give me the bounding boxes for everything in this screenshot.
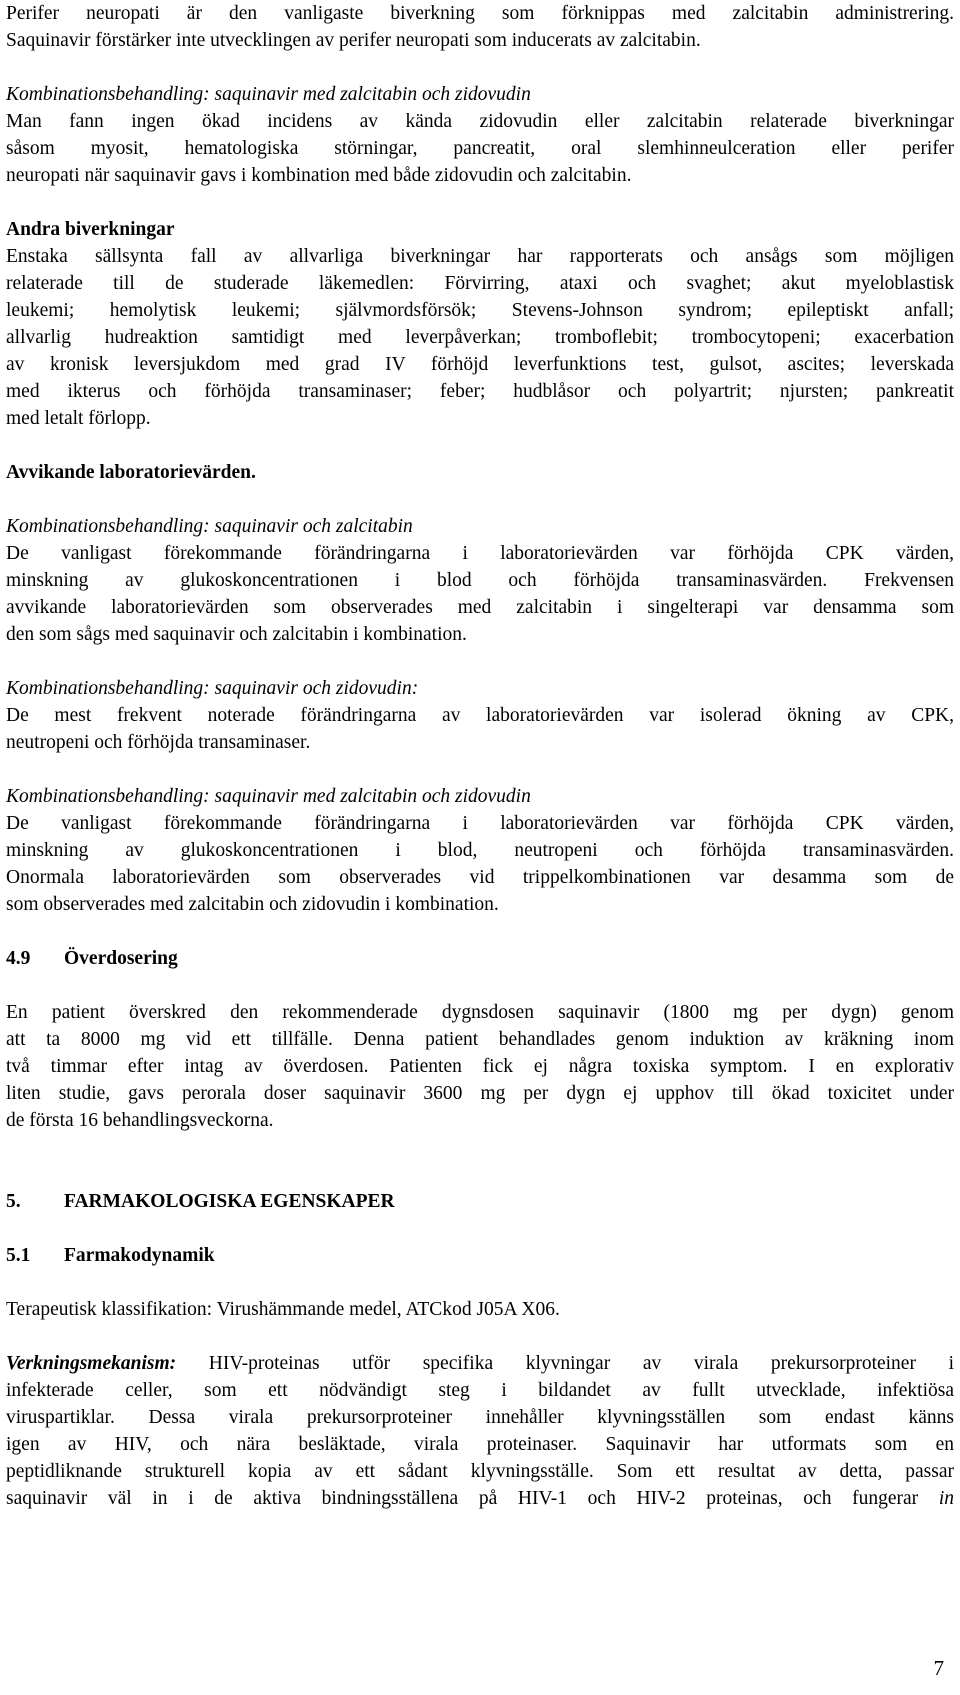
text-line: viruspartiklar. Dessa virala prekursorproteiner innehåller klyvningsställen som endast känns (6, 1407, 954, 1428)
text-line: avvikande laboratorievärden som observerades med zalcitabin i singelterapi var densamma som (6, 597, 954, 618)
text-line: Terapeutisk klassifikation: Virushämmande medel, ATCkod J05A X06. (6, 1299, 560, 1320)
triple-combination-section (6, 81, 954, 189)
section-heading: Avvikande laboratorievärden. (6, 462, 256, 483)
lab-sub-triple (6, 783, 954, 918)
text-line (6, 1485, 954, 1512)
page-number: 7 (933, 1656, 944, 1680)
text-line: med ikterus och förhöjda transaminaser; feber; hudblåsor och polyartrit; njursten; pankreatit (6, 381, 954, 402)
text-line: två timmar efter intag av överdosen. Patienten fick ej några toxiska symptom. I en explorativ (6, 1056, 954, 1077)
text-line: liten studie, gavs perorala doser saquinavir 3600 mg per dygn ej upphov till ökad toxicitet under (6, 1083, 954, 1104)
text-line: Saquinavir förstärker inte utvecklingen av perifer neuropati som inducerats av zalcitabin. (6, 30, 701, 51)
text-line: med letalt förlopp. (6, 408, 151, 429)
text-line: infekterade celler, som ett nödvändigt steg i bildandet av fullt utvecklade, infektiösa (6, 1380, 954, 1401)
section-4-9-heading (6, 945, 954, 972)
text-line: att ta 8000 mg vid ett tillfälle. Denna patient behandlades genom induktion av kräkning inom (6, 1029, 954, 1050)
text-line: de första 16 behandlingsveckorna. (6, 1110, 274, 1131)
subsection-heading: Kombinationsbehandling: saquinavir med zalcitabin och zidovudin (6, 786, 531, 807)
text-line: igen av HIV, och nära besläktade, virala proteinaser. Saquinavir har utformats som en (6, 1434, 954, 1455)
text-line: neuropati när saquinavir gavs i kombination med både zidovudin och zalcitabin. (6, 165, 632, 186)
section-heading: Andra biverkningar (6, 219, 175, 240)
lab-heading-block (6, 459, 954, 486)
classification-paragraph (6, 1296, 954, 1323)
text-span: saquinavir väl in i de aktiva bindningsställena på HIV-1 och HIV-2 proteinas, och fungerar (6, 1488, 939, 1509)
text-line: De vanligast förekommande förändringarna i laboratorievärden var förhöjda CPK värden, (6, 543, 954, 564)
text-line: Man fann ingen ökad incidens av kända zidovudin eller zalcitabin relaterade biverkningar (6, 111, 954, 132)
lab-sub-zidovudin (6, 675, 954, 756)
text-line: peptidliknande strukturell kopia av ett sådant klyvningsställe. Som ett resultat av detta, passar (6, 1461, 954, 1482)
subsection-heading: Kombinationsbehandling: saquinavir och zidovudin: (6, 678, 419, 699)
text-line: minskning av glukoskoncentrationen i blod och förhöjda transaminasvärden. Frekvensen (6, 570, 954, 591)
text-line: den som sågs med saquinavir och zalcitabin i kombination. (6, 624, 467, 645)
mechanism-label: Verkningsmekanism: (6, 1353, 177, 1374)
text-line: såsom myosit, hematologiska störningar, pancreatit, oral slemhinneulceration eller perifer (6, 138, 954, 159)
text-line: neutropeni och förhöjda transaminaser. (6, 732, 311, 753)
text-line: Perifer neuropati är den vanligaste biverkning som förknippas med zalcitabin administrering. (6, 3, 954, 24)
document-page (6, 0, 954, 1512)
section-title: Överdosering (64, 948, 178, 969)
text-line: Onormala laboratorievärden som observerades vid trippelkombinationen var desamma som de (6, 867, 954, 888)
section-number: 5.1 (6, 1245, 31, 1266)
text-line: minskning av glukoskoncentrationen i blod, neutropeni och förhöjda transaminasvärden. (6, 840, 954, 861)
subsection-heading: Kombinationsbehandling: saquinavir och zalcitabin (6, 516, 413, 537)
other-adverse-section (6, 216, 954, 432)
text-line: En patient överskred den rekommenderade dygnsdosen saquinavir (1800 mg per dygn) genom (6, 1002, 954, 1023)
text-line: av kronisk leversjukdom med grad IV förhöjd leverfunktions test, gulsot, ascites; leverskada (6, 354, 954, 375)
text-line: De mest frekvent noterade förändringarna av laboratorievärden var isolerad ökning av CPK, (6, 705, 954, 726)
intro-paragraph (6, 0, 954, 54)
section-title: FARMAKOLOGISKA EGENSKAPER (64, 1191, 395, 1212)
text-line: allvarlig hudreaktion samtidigt med leverpåverkan; tromboflebit; trombocytopeni; exacerbation (6, 327, 954, 348)
section-5-1-heading (6, 1242, 954, 1269)
text-line: som observerades med zalcitabin och zidovudin i kombination. (6, 894, 499, 915)
text-line: relaterade till de studerade läkemedlen: Förvirring, ataxi och svaghet; akut myeloblastisk (6, 273, 954, 294)
section-number: 4.9 (6, 948, 31, 969)
section-heading: Kombinationsbehandling: saquinavir med zalcitabin och zidovudin (6, 84, 531, 105)
overdose-paragraph (6, 999, 954, 1134)
section-number: 5. (6, 1191, 21, 1212)
mechanism-paragraph (6, 1350, 954, 1512)
text-span: HIV-proteinas utför specifika klyvningar av virala prekursorproteiner i (176, 1353, 954, 1374)
text-line: leukemi; hemolytisk leukemi; självmordsförsök; Stevens-Johnson syndrom; epileptiskt anfall; (6, 300, 954, 321)
section-title: Farmakodynamik (64, 1245, 215, 1266)
text-line: Enstaka sällsynta fall av allvarliga biverkningar har rapporterats och ansågs som möjligen (6, 246, 954, 267)
text-span: in (938, 1488, 954, 1509)
text-line: De vanligast förekommande förändringarna i laboratorievärden var förhöjda CPK värden, (6, 813, 954, 834)
text-line (6, 1350, 954, 1377)
section-5-heading (6, 1188, 954, 1215)
lab-sub-zalcitabin (6, 513, 954, 648)
